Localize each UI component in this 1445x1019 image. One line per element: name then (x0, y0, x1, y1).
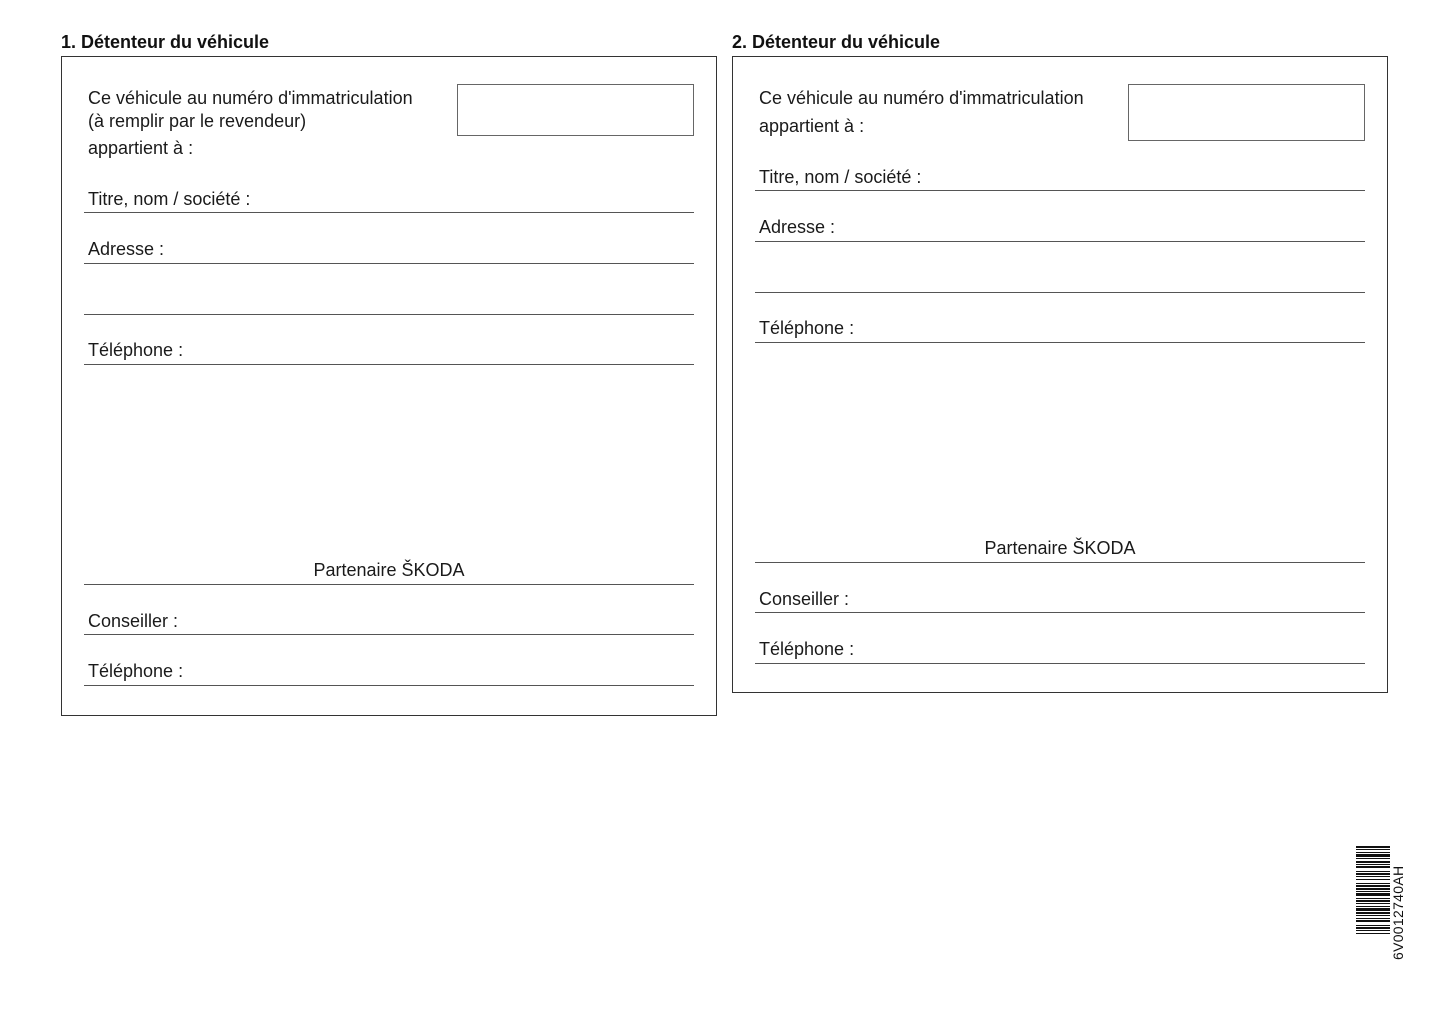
form1-registration-label: Ce véhicule au numéro d'immatriculation (88, 88, 413, 108)
form1-advisor-field[interactable] (84, 634, 694, 635)
form2-phone-label: Téléphone : (759, 318, 855, 338)
form1-advisor-phone-field[interactable] (84, 685, 694, 686)
form2-title: 2. Détenteur du véhicule (732, 32, 941, 52)
form2-name-field[interactable] (755, 190, 1365, 191)
form2-phone-field[interactable] (755, 342, 1365, 343)
form1-phone-field[interactable] (84, 364, 694, 365)
barcode (1356, 846, 1392, 984)
form2-belongs-to-label: appartient à : (759, 116, 865, 136)
document-code: 6V0012740AH (1390, 865, 1406, 960)
form1-address-field-2[interactable] (84, 314, 694, 315)
form2-registration-number-field[interactable] (1128, 84, 1365, 141)
form2-advisor-phone-label: Téléphone : (759, 639, 855, 659)
form1-advisor-label: Conseiller : (88, 611, 179, 631)
form2-address-label: Adresse : (759, 217, 836, 237)
form2-card (732, 56, 1388, 693)
form1-registration-number-field[interactable] (457, 84, 694, 136)
form2-name-label: Titre, nom / société : (759, 167, 922, 187)
form2-address-field[interactable] (755, 241, 1365, 242)
form2-registration-label: Ce véhicule au numéro d'immatriculation (759, 88, 1084, 108)
form1-title: 1. Détenteur du véhicule (61, 32, 270, 52)
form2-advisor-label: Conseiller : (759, 589, 850, 609)
form2-partner-field[interactable] (755, 562, 1365, 563)
form1-advisor-phone-label: Téléphone : (88, 661, 184, 681)
form1-name-field[interactable] (84, 212, 694, 213)
form1-registration-note: (à remplir par le revendeur) (88, 111, 307, 131)
form2-advisor-phone-field[interactable] (755, 663, 1365, 664)
form1-address-field[interactable] (84, 263, 694, 264)
form2-address-field-2[interactable] (755, 292, 1365, 293)
form2-partner-label: Partenaire ŠKODA (984, 538, 1136, 558)
form1-phone-label: Téléphone : (88, 340, 184, 360)
form2-advisor-field[interactable] (755, 612, 1365, 613)
form1-address-label: Adresse : (88, 239, 165, 259)
form1-belongs-to-label: appartient à : (88, 138, 194, 158)
form1-partner-field[interactable] (84, 584, 694, 585)
form1-name-label: Titre, nom / société : (88, 189, 251, 209)
form1-card (61, 56, 717, 716)
form1-partner-label: Partenaire ŠKODA (313, 560, 465, 580)
